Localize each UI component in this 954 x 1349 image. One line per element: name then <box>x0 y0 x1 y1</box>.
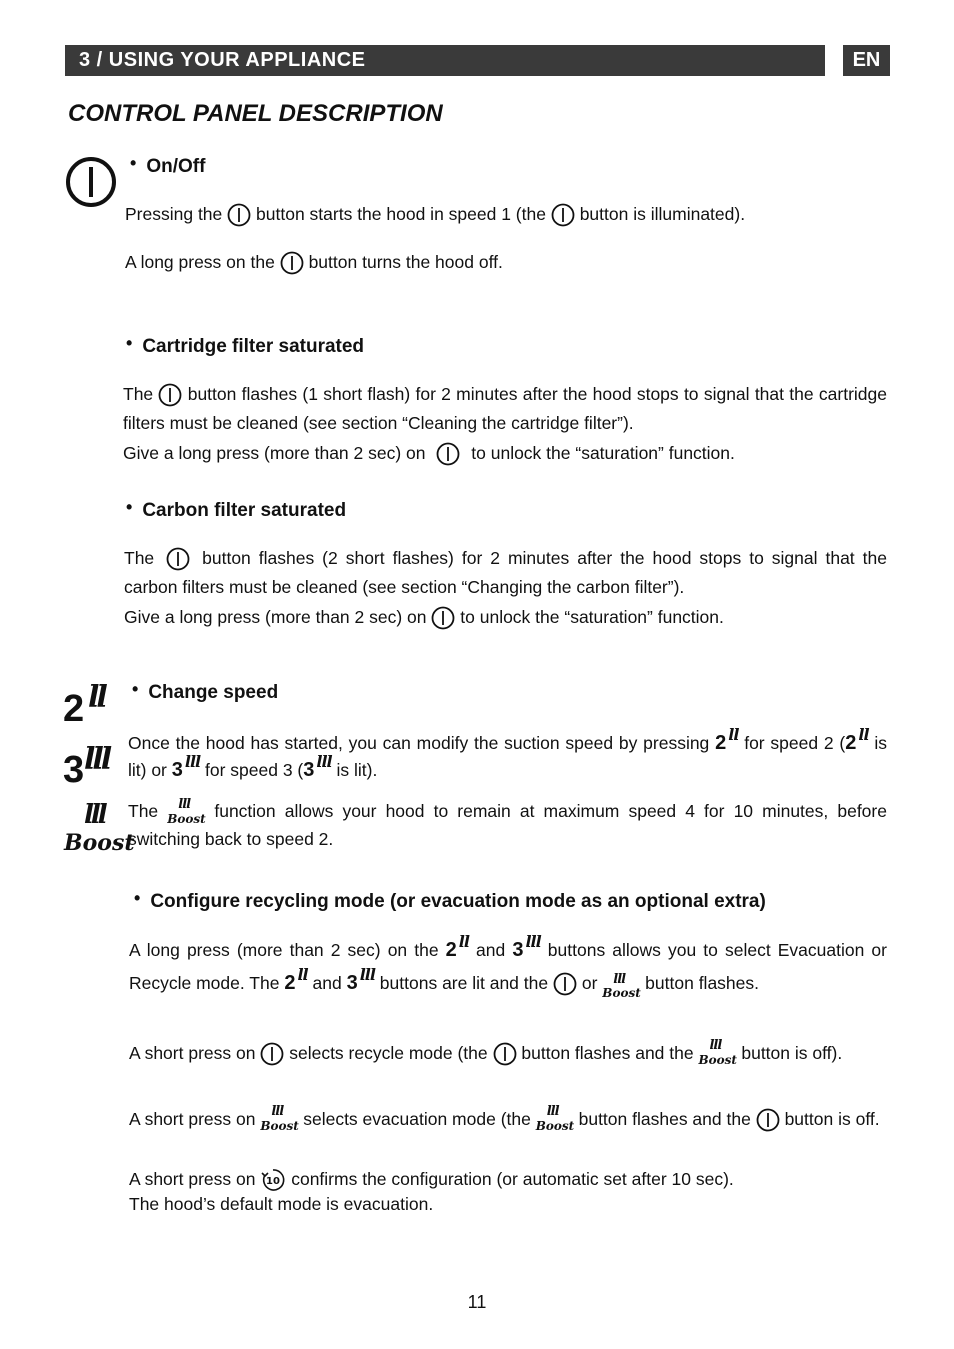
recycle-paragraph-5: The hood’s default mode is evacuation. <box>129 1194 434 1214</box>
speed2-large-ticks: ll <box>88 680 105 715</box>
speed2-large-number: 2 <box>63 688 85 730</box>
boost-icon: lll Boost <box>602 972 641 1000</box>
cartridge-paragraph-1: The button flashes (1 short flash) for 2 minutes after the hood stops to signal that the cartridge filters must be cleaned (see section “Cleaning the cartridge filter”). <box>123 384 887 433</box>
language-badge: EN <box>843 45 890 76</box>
speed2-icon: 2 ll <box>845 725 869 754</box>
carbon-heading-text: Carbon filter saturated <box>142 500 347 521</box>
boost-icon: lll Boost <box>535 1104 575 1133</box>
speed3-icon: 3 lll <box>303 752 332 781</box>
speed2-icon: 2 ll <box>445 932 469 961</box>
speed3-icon: 3 lll <box>512 932 541 961</box>
power-icon <box>493 1042 517 1066</box>
speed3-large-number: 3 <box>63 749 85 791</box>
speed3-icon: 3 lll <box>171 752 201 781</box>
speed3-large-ticks: lll <box>84 742 110 777</box>
carbon-heading: • Carbon filter saturated <box>126 497 347 521</box>
onoff-heading-text: On/Off <box>146 156 206 177</box>
speed-paragraph-1: Once the hood has started, you can modify the suction speed by pressing 2 ll for speed 2 (2 ll is lit) or 3 lll for speed 3 (3 lll is lit). <box>128 730 887 784</box>
power-icon <box>553 972 577 996</box>
power-icon <box>166 547 190 571</box>
speed2-icon: 2 ll <box>284 965 308 994</box>
boost-icon: lll Boost <box>698 1038 737 1067</box>
speed-paragraph-2: The lll Boost function allows your hood to remain at maximum speed 4 for 10 minutes, before switching back to speed 2. <box>128 797 887 849</box>
recycle-paragraph-1: A long press (more than 2 sec) on the 2 ll and 3 lll buttons allows you to select Evacuation or Recycle mode. The 2 ll and 3 lll buttons are lit and the or lll Boost button flashes. <box>129 932 887 1000</box>
recycle-heading-text: Configure recycling mode (or evacuation mode as an optional extra) <box>150 891 766 912</box>
power-icon <box>280 251 304 275</box>
speed3-icon: 3 lll <box>346 965 375 994</box>
power-icon <box>158 383 182 407</box>
boost-large-ticks: lll <box>84 800 105 830</box>
boost-icon: lll Boost <box>260 1104 299 1133</box>
cartridge-paragraph-2: Give a long press (more than 2 sec) on to unlock the “saturation” function. <box>123 439 887 468</box>
svg-text:10: 10 <box>266 1176 281 1188</box>
power-icon <box>65 156 117 213</box>
page-title: CONTROL PANEL DESCRIPTION <box>68 100 443 127</box>
onoff-paragraph-2: A long press on the button turns the hood off. <box>125 248 895 277</box>
speed-heading: • Change speed <box>132 679 279 703</box>
recycle-paragraph-4: A short press on 10 confirms the configuration (or automatic set after 10 sec). <box>129 1167 887 1193</box>
power-icon <box>436 442 460 466</box>
power-icon <box>431 606 455 630</box>
section-header-bar <box>65 45 825 76</box>
recycle-paragraph-2: A short press on selects recycle mode (the button flashes and the lll Boost button is off). <box>129 1038 843 1067</box>
cartridge-heading-text: Cartridge filter saturated <box>142 336 365 357</box>
carbon-paragraph-2: Give a long press (more than 2 sec) on to unlock the “saturation” function. <box>124 603 887 632</box>
power-icon <box>551 203 575 227</box>
power-icon <box>756 1108 780 1132</box>
carbon-paragraph-1: The button flashes (2 short flashes) for 2 minutes after the hood stops to signal that the carbon filters must be cleaned (see section “Changing the carbon filter”). <box>124 548 887 597</box>
recycle-paragraph-3: A short press on lll Boost selects evacuation mode (the lll Boost button flashes and the button is off. <box>129 1104 880 1133</box>
speed2-icon: 2 ll <box>715 725 739 754</box>
boost-icon: lll Boost <box>167 797 206 826</box>
recycle-heading: • Configure recycling mode (or evacuation mode as an optional extra) <box>134 888 766 912</box>
onoff-heading: • On/Off <box>130 153 206 177</box>
timer-10-icon <box>260 1167 286 1193</box>
power-icon <box>260 1042 284 1066</box>
boost-large-word: Boost <box>64 830 135 856</box>
power-icon <box>227 203 251 227</box>
speed-heading-text: Change speed <box>148 682 279 703</box>
cartridge-heading: • Cartridge filter saturated <box>126 333 365 357</box>
page-number: 11 <box>467 1292 487 1312</box>
onoff-paragraph-1: Pressing the button starts the hood in speed 1 (the button is illuminated). <box>125 200 895 229</box>
section-label: 3 / USING YOUR APPLIANCE <box>79 49 366 71</box>
